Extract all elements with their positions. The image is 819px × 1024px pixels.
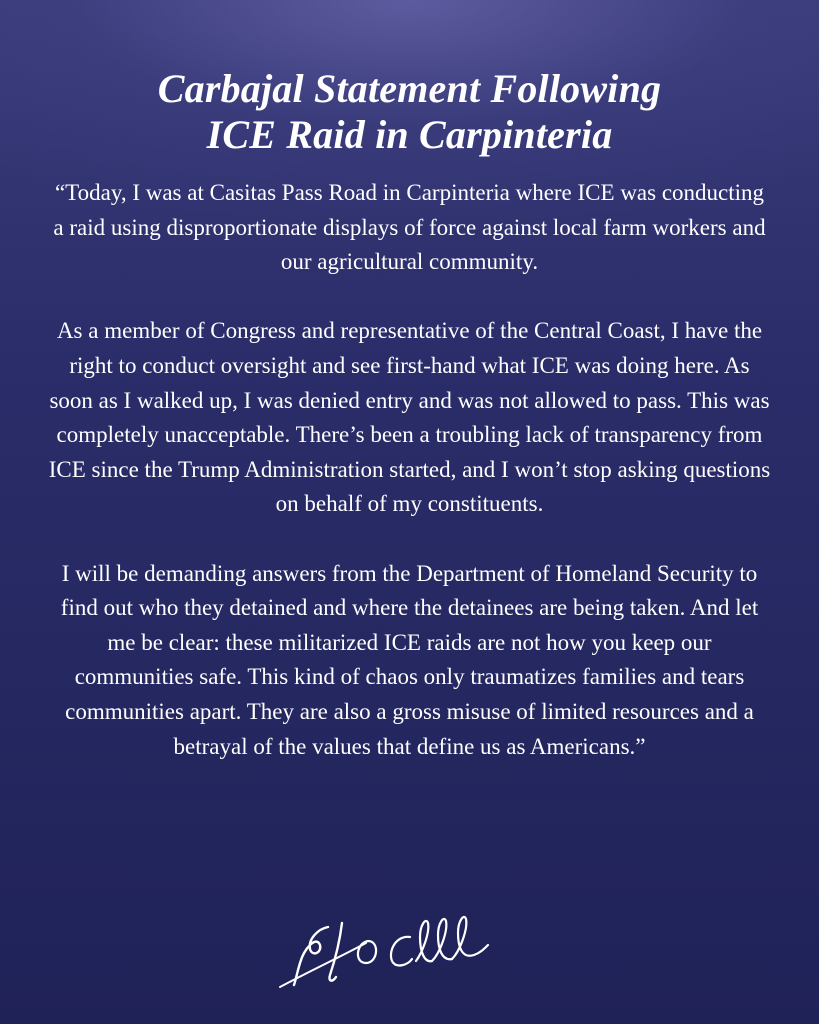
statement-paragraph-1: “Today, I was at Casitas Pass Road in Carpinteria where ICE was conducting a raid using disproportionate displays of force against local farm workers and our agricultural community.	[53, 180, 766, 275]
title-line-2: ICE Raid in Carpinteria	[206, 112, 613, 157]
statement-paragraph-3: I will be demanding answers from the Department of Homeland Security to find out who they detained and where the detainees are being taken. And let me be clear: these militarized ICE raids are not how you keep our communities safe. This kind of chaos only traumatizes families and tears communities apart. They are also a gross misuse of limited resources and a betrayal of the values that define us as Americans.”	[60, 560, 759, 759]
statement-title	[40, 66, 779, 158]
handwritten-signature	[270, 905, 530, 995]
statement-paragraph-2: As a member of Congress and representative of the Central Coast, I have the right to conduct oversight and see first-hand what ICE was doing here. As soon as I walked up, I was denied entry and was not allowed to pass. This was completely unacceptable. There’s been a troubling lack of transparency from ICE since the Trump Administration started, and I won’t stop asking questions on behalf of my constituents.	[48, 318, 771, 517]
statement-body	[48, 176, 771, 764]
title-line-1: Carbajal Statement Following	[157, 66, 662, 111]
